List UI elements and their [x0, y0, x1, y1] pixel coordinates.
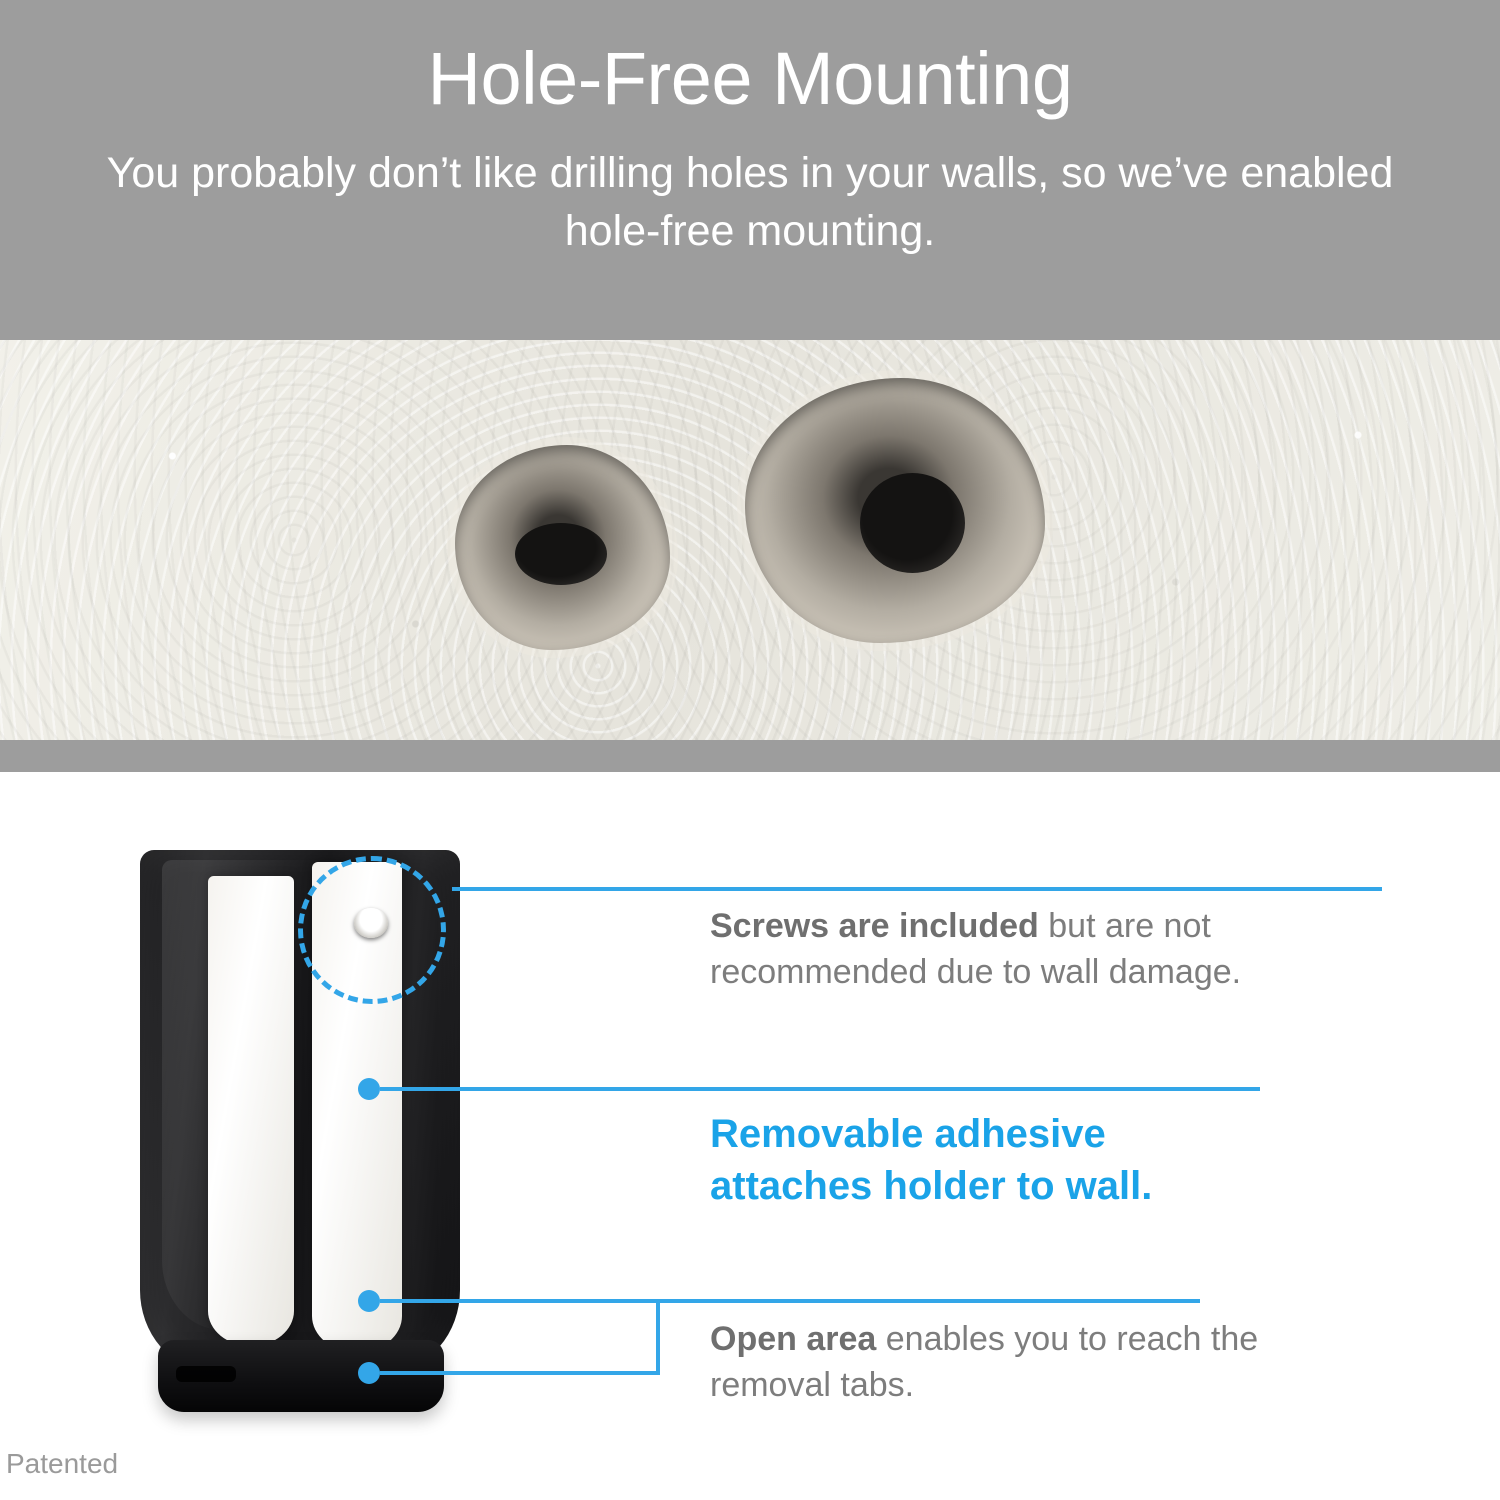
- callout-text-screws: [710, 904, 1410, 996]
- wall-hole-right: [745, 378, 1045, 643]
- callout-open-area-rest: enables you to reach the removal tabs.: [710, 1320, 1259, 1404]
- callout-text-adhesive: [710, 1108, 1350, 1212]
- hole-cavity: [515, 523, 607, 585]
- callout-screws-bold: Screws are included: [710, 907, 1039, 945]
- wall-hole-left: [455, 445, 670, 650]
- callout-line-adhesive: [380, 1087, 1260, 1091]
- callout-line-open-area-join: [656, 1299, 660, 1375]
- patented-label: Patented: [6, 1448, 119, 1479]
- header-band: [0, 0, 1500, 340]
- callout-dot-open-area-bottom: [358, 1362, 380, 1384]
- page-title: Hole-Free Mounting: [427, 37, 1073, 120]
- adhesive-strip-left: [208, 876, 294, 1346]
- screw-hole-highlight-circle: [298, 856, 446, 1004]
- callout-open-area-bold: Open area: [710, 1320, 877, 1358]
- header-subtitle: You probably don’t like drilling holes in your walls, so we’ve enabled hole-free mounting.: [106, 149, 1394, 256]
- diagram-area: [0, 772, 1500, 1500]
- callout-dot-adhesive: [358, 1078, 380, 1100]
- callout-adhesive-line1: Removable adhesive: [710, 1112, 1106, 1156]
- wall-photo: [0, 340, 1500, 740]
- callout-line-open-area-top: [380, 1299, 1200, 1303]
- hole-cavity: [860, 473, 965, 573]
- callout-screws-rest: but are not recommended due to wall damage.: [710, 907, 1242, 991]
- callout-line-open-area-bottom: [380, 1371, 660, 1375]
- callout-line-screws: [452, 887, 1382, 891]
- callout-adhesive-line2: attaches holder to wall.: [710, 1164, 1153, 1208]
- product-holder: [140, 850, 460, 1420]
- callout-dot-open-area-top: [358, 1290, 380, 1312]
- band-divider: [0, 740, 1500, 772]
- holder-open-area-notch: [176, 1366, 236, 1382]
- callout-text-open-area: [710, 1317, 1270, 1409]
